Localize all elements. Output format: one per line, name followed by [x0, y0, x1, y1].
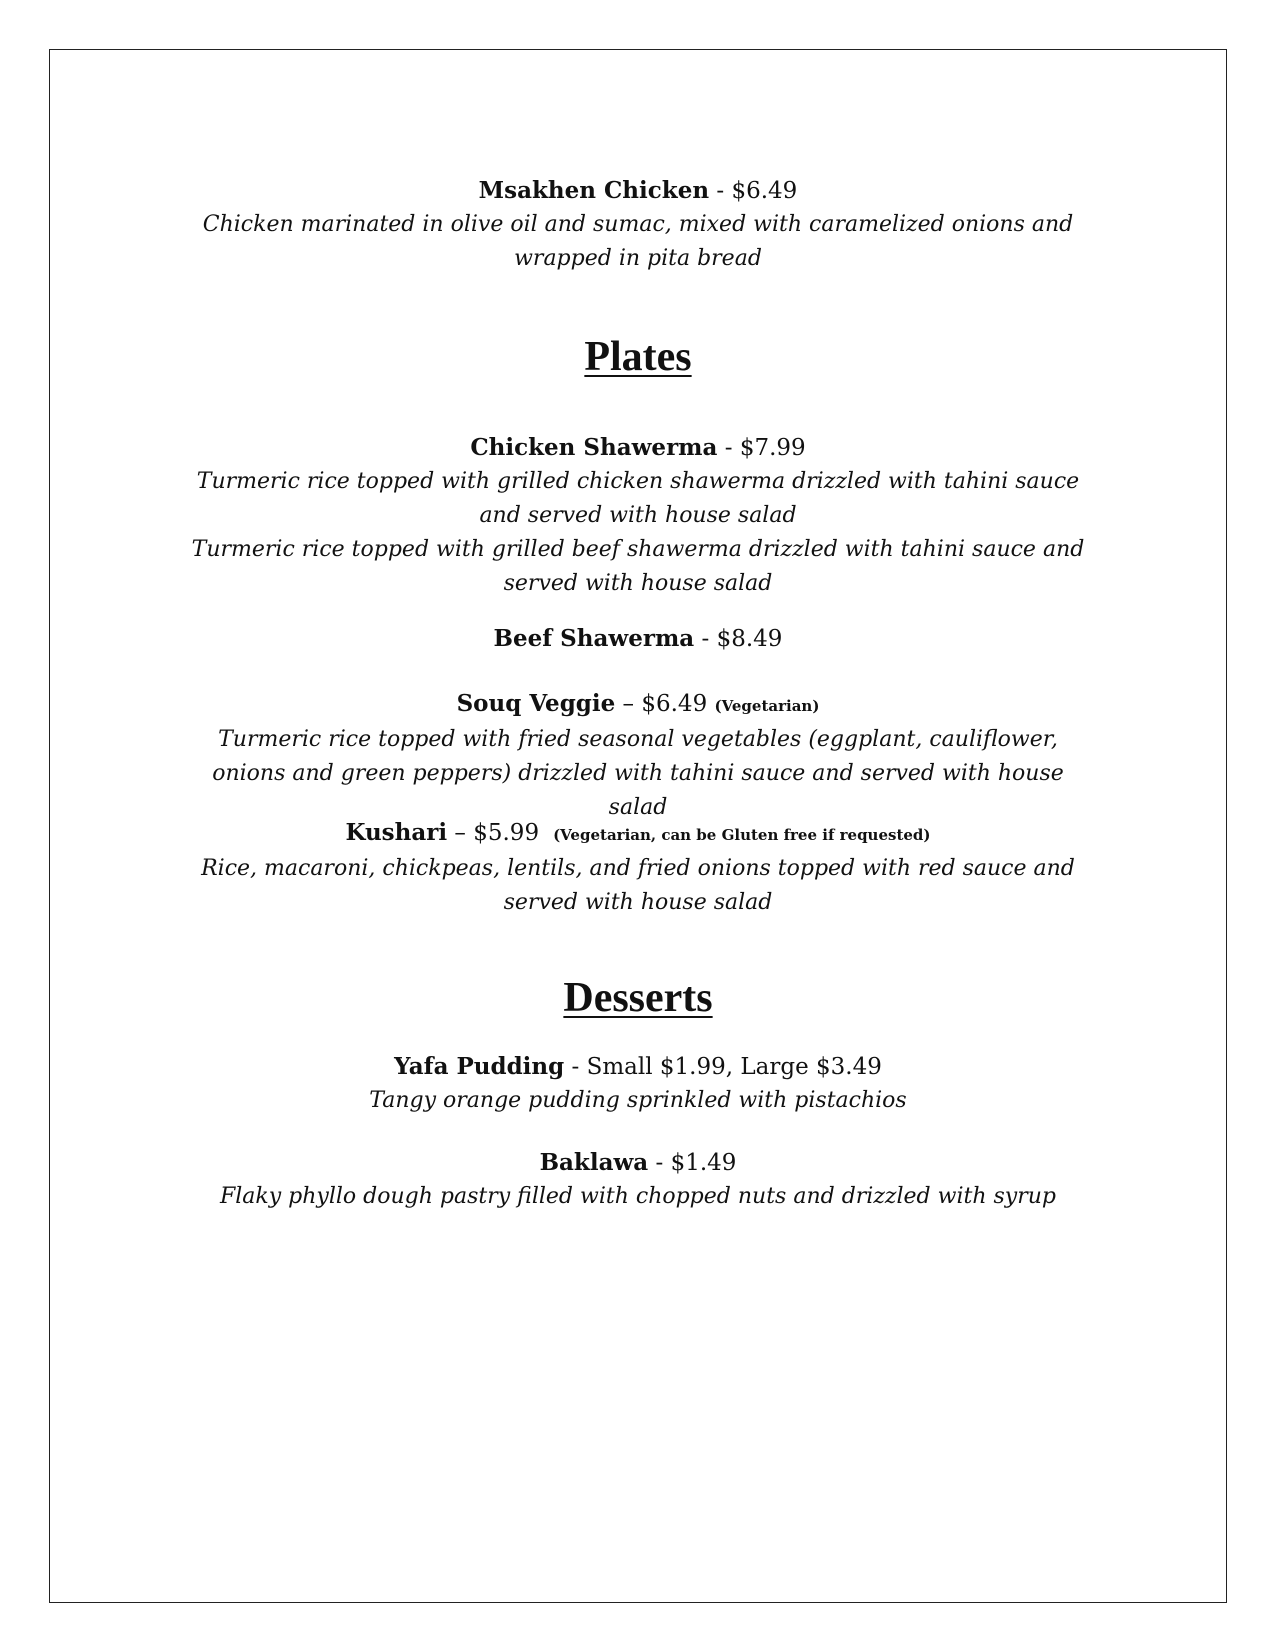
item-title-line	[49, 1146, 1227, 1180]
item-name: Chicken Shawerma	[470, 434, 718, 461]
item-price: - $6.49	[709, 178, 798, 204]
item-description-secondary: Turmeric rice topped with grilled beef shawerma drizzled with tahini sauce and served with house salad	[191, 537, 1085, 596]
item-description: Chicken marinated in olive oil and sumac, mixed with caramelized onions and wrapped in pita bread	[202, 212, 1074, 271]
item-description: Flaky phyllo dough pastry filled with chopped nuts and drizzled with syrup	[219, 1184, 1056, 1209]
item-description: Turmeric rice topped with fried seasonal vegetables (eggplant, cauliflower, onions and green peppers) drizzled with tahini sauce and served with house salad	[212, 727, 1064, 820]
section-title: Desserts	[563, 975, 713, 1021]
menu-item-kushari	[49, 816, 1227, 920]
menu-item-yafa-pudding	[49, 1050, 1227, 1118]
item-name: Msakhen Chicken	[478, 177, 710, 204]
menu-item-baklawa	[49, 1146, 1227, 1214]
item-price: – $6.49	[615, 691, 715, 717]
item-name: Kushari	[345, 819, 448, 846]
item-name: Baklawa	[539, 1149, 649, 1176]
item-description: Tangy orange pudding sprinkled with pistachios	[369, 1088, 907, 1113]
menu-item-souq-veggie	[49, 687, 1227, 825]
item-title-line	[49, 687, 1227, 723]
menu-item-beef-shawerma	[49, 622, 1227, 656]
menu-item-msakhen-chicken	[49, 174, 1227, 276]
menu-item-chicken-shawerma	[49, 431, 1227, 601]
section-heading-desserts	[49, 972, 1227, 1024]
item-title-line	[49, 622, 1227, 656]
item-name: Beef Shawerma	[493, 625, 695, 652]
item-price: - $8.49	[694, 626, 783, 652]
item-title-line	[49, 816, 1227, 852]
item-name: Souq Veggie	[456, 690, 616, 717]
item-description: Rice, macaroni, chickpeas, lentils, and fried onions topped with red sauce and served with house salad	[201, 856, 1075, 915]
item-name: Yafa Pudding	[394, 1053, 565, 1080]
dietary-note: (Vegetarian)	[714, 697, 820, 715]
dietary-note: (Vegetarian, can be Gluten free if requested)	[553, 826, 931, 844]
item-price: - $7.99	[717, 435, 806, 461]
item-price: – $5.99	[447, 820, 540, 846]
item-title-line	[49, 1050, 1227, 1084]
item-description: Turmeric rice topped with grilled chicken shawerma drizzled with tahini sauce and served with house salad	[196, 469, 1080, 528]
item-price: - $1.49	[648, 1150, 737, 1176]
section-title: Plates	[584, 334, 692, 380]
item-price: - Small $1.99, Large $3.49	[564, 1054, 882, 1080]
item-title-line	[49, 174, 1227, 208]
section-heading-plates	[49, 331, 1227, 383]
item-title-line	[49, 431, 1227, 465]
